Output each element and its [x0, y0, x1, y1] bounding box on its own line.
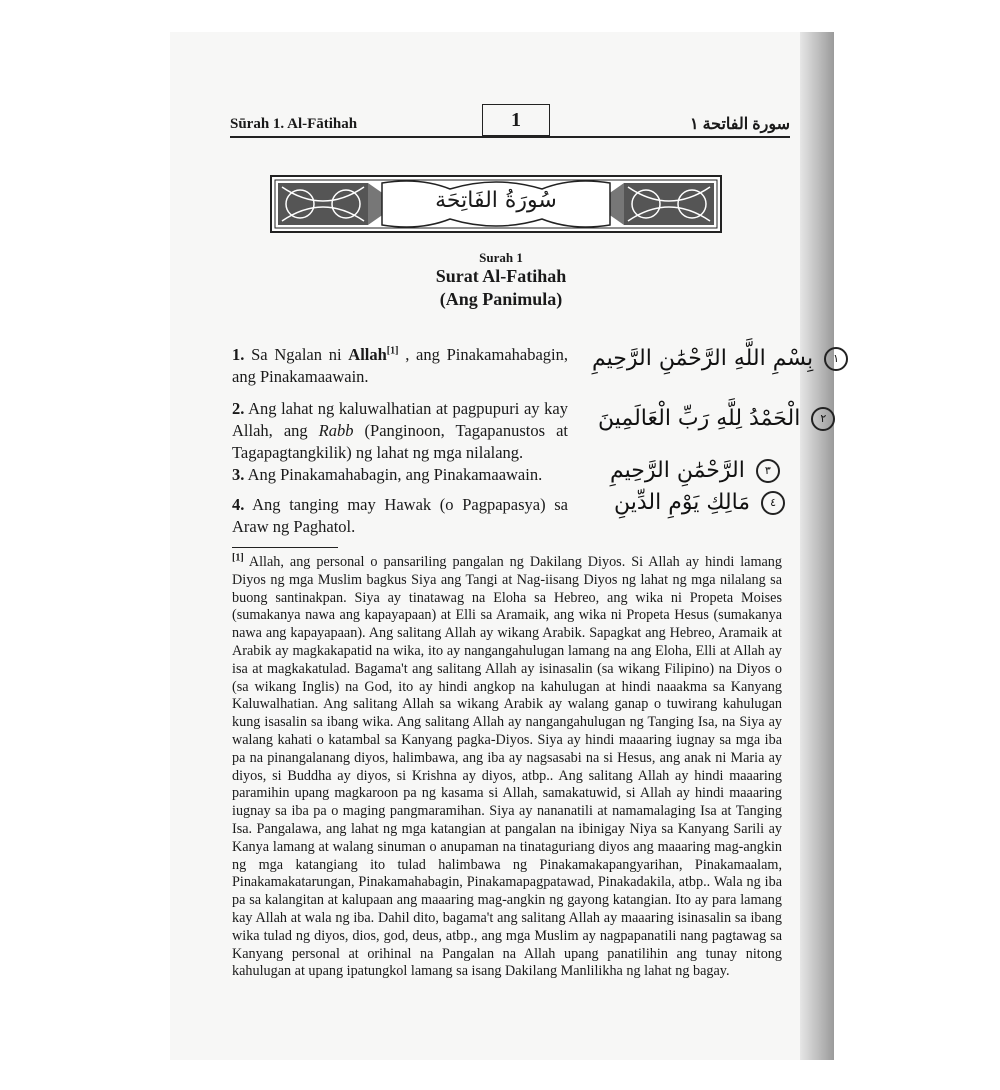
verse-number: 4.: [232, 495, 245, 514]
footnote-text: Allah, ang personal o pansariling pangalan ng Dakilang Diyos. Si Allah ay hindi lamang Diyos ng mga Muslim bagkus Siya ang Tangi at Nag-iisang Diyos ng lahat ng mga nilalang sa buong santinakpan. Siya ay tinatawag na Eloha sa Hebreo, ang wika ni Propeta Moises (sumakanya nawa ang kapayapaan) at Elli sa Aramaik, ang wika ni Propeta Hesus (sumakanya nawa ang kapayapaan). Ang salitang Allah ay wikang Arabik. Sapagkat ang Hebreo, Aramaik at Arabik ay magkakapatid na wika, ito ay nangangahulugan lamang na ang Eloha, Elli at Allah ay isa at magkakatulad. Bagama't ang salitang Allah ay isinasalin (sa wikang Filipino) na Diyos o (sa wikang Inglis) na God, ito ay hindi angkop na kahulugan at hindi naaakma sa Kanyang Kaluwalhatian. Ang salitang Allah sa wikang Arabik ay walang ganap o tuwirang kahulugan kung isasalin sa ibang wika. Ang salitang Allah ay nangangahulugan ng Tanging Isa, na Siya ay walang kahati o katambal sa Kanyang pagka-Diyos. Siya ay hindi maaaring iugnay sa mga iba pa na pinangalanang diyos, halimbawa, ang iba ay nagsasabi na si Hesus, ang anak ni Maria ay diyos, si Buddha ay diyos, si Krishna ay diyos, atbp.. Ang salitang Allah ay hindi maaaring paramihin upang magkaroon pa ng kasama si Allah, samakatuwid, si Allah ay hindi maaaring iugnay sa iba pa o maging pangmaramihan. Siya ay nananatili at namamalaging Isa at Tanging Isa. Pangalawa, ang lahat ng mga katangian at pangalan na ibinigay Niya sa Kanyang Sarili ay Kanya lamang at walang sinuman o anupaman na tinataguriang diyos ang maaaring mag-angkin ng mga katangiang ito tulad halimbawa ng Pinakamakapangyarihan, Pinakamaalam, Pinakamakatarungan, Pinakamahabagin, Pinakamapagpatawad, Pinakadakila, atbp.. Wala ng iba pa sa kalangitan at kalupaan ang maaaring mag-angkin ng gayong katangian. Ito ay para lamang kay Allah at wala ng iba. Dahil dito, bagama't ang salitang Allah ay maaaring isinasalin sa ibang wika tulad ng diyos, dios, god, deus, atbp., ang mga Muslim ay nagpapanatili nang pagtawag sa Kanyang personal at orihinal na Pangalan na Allah upang panatilihin ang tunay nitong kahulugan at upang ipatungkol lamang sa isang Dakilang Manlilikha ng lahat ng bagay.: [232, 554, 782, 980]
page-binding-shadow: [800, 32, 834, 1060]
verse-number: 1.: [232, 345, 245, 364]
surah-title: Surat Al-Fatihah: [435, 266, 567, 286]
footnote: [232, 554, 782, 981]
ayah-number-marker: ١: [824, 347, 848, 371]
ayah-number-marker: ٢: [811, 407, 835, 431]
verse-text: , ang Pinakamahabagin, ang Pinakamaawain.: [232, 345, 569, 386]
verse-text: Ang Pinakamahabagin, ang Pinakamaawain.: [247, 465, 543, 484]
arabic-verse-3: [610, 458, 780, 483]
arabic-verse-1: [592, 346, 848, 371]
verse-text: Sa Ngalan ni: [251, 345, 349, 364]
surah-subtitle: (Ang Panimula): [439, 289, 563, 309]
ayah-number-marker: ٤: [761, 491, 785, 515]
verse-text: Ang tanging may Hawak (o Pagpapasya) sa Araw ng Paghatol.: [232, 495, 568, 536]
header-arabic-surah-name: سورة الفاتحة ١: [689, 116, 790, 133]
verse-number: 3.: [232, 465, 245, 484]
verse-1: [232, 344, 568, 388]
arabic-text: مَالِكِ يَوْمِ الدِّينِ: [614, 490, 751, 515]
verse-2: [232, 398, 568, 464]
page-number-box: 1: [482, 104, 550, 136]
ornamental-surah-banner: [270, 175, 722, 233]
footnote-rule: [232, 547, 338, 548]
verse-3: [232, 464, 568, 486]
verse-4: [232, 494, 568, 538]
arabic-text: الرَّحْمَٰنِ الرَّحِيمِ: [610, 458, 745, 483]
header-surah-name: Sūrah 1. Al-Fātihah: [230, 116, 358, 132]
allah-bold: Allah: [348, 345, 387, 364]
footnote-marker: [1]: [232, 552, 244, 564]
verse-number: 2.: [232, 399, 245, 418]
header-rule: [230, 136, 790, 138]
arabic-text: الْحَمْدُ لِلَّهِ رَبِّ الْعَالَمِينَ: [598, 406, 801, 431]
ayah-number-marker: ٣: [756, 459, 780, 483]
banner-arabic-title: سُورَةُ الفَاتِحَة: [435, 188, 557, 213]
arabic-text: بِسْمِ اللَّهِ الرَّحْمَٰنِ الرَّحِيمِ: [592, 346, 814, 371]
verse-text: (Panginoon, Tagapanustos at Tagapagtangkilik) ng lahat ng mga nilalang.: [232, 421, 568, 462]
footnote-ref: [1]: [386, 345, 399, 357]
arabic-verse-4: [614, 490, 785, 515]
surah-number-label: Surah 1: [479, 250, 523, 265]
running-header: [230, 104, 790, 138]
rabb-italic: Rabb: [318, 421, 354, 440]
verse-text: Ang lahat ng kaluwalhatian at pagpupuri ay kay Allah, ang: [232, 399, 568, 440]
arabic-verse-2: [598, 406, 835, 431]
